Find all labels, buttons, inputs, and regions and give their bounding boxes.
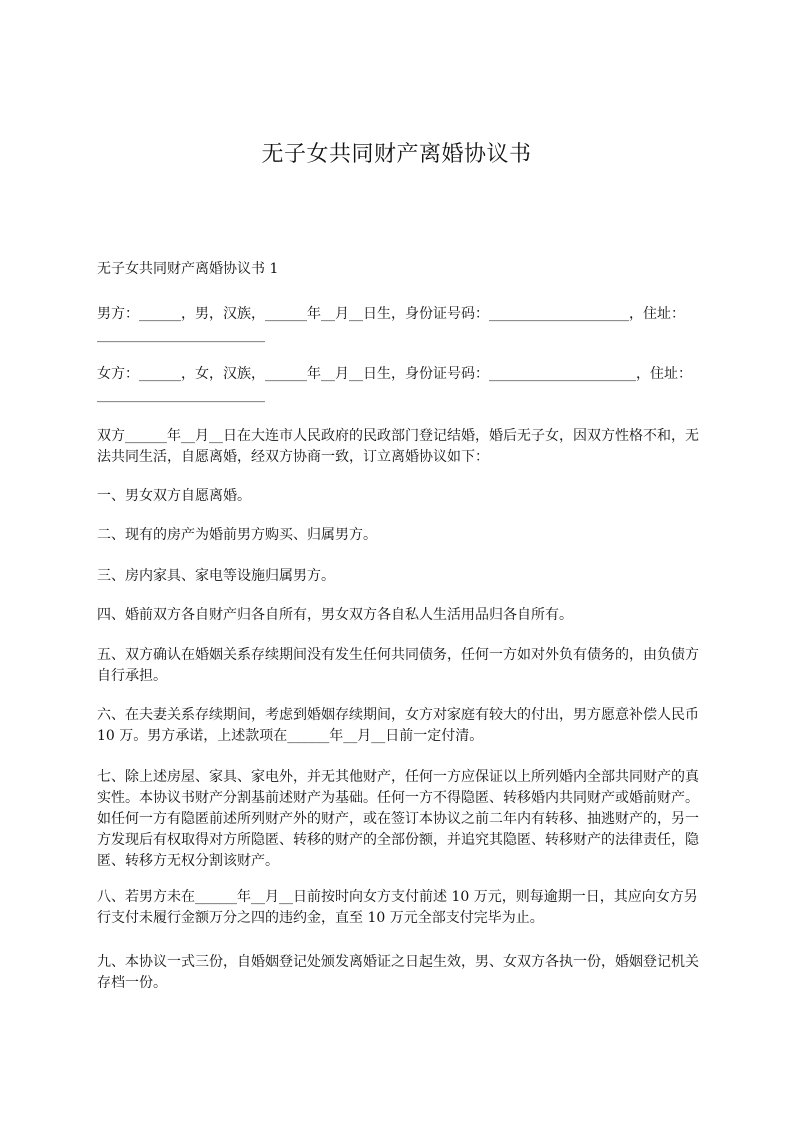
clause-4: 四、婚前双方各自财产归各自所有，男女双方各自私人生活用品归各自所有。 [97,607,573,623]
clause-5: 五、双方确认在婚姻关系存续期间没有发生任何共同债务，任何一方如对外负有债务的，由负债方自行承担。 [97,647,699,684]
document-title: 无子女共同财产离婚协议书 [261,142,532,167]
clause-8: 八、若男方未在______年__月__日前按时向女方支付前述 10 万元，则每逾期一日，其应向女方另行支付未履行金额万分之四的违约金，直至 10 万元全部支付完毕为止。 [97,889,698,926]
clause-1: 一、男女双方自愿离婚。 [97,488,251,504]
clause-3: 三、房内家具、家电等设施归属男方。 [97,568,335,584]
clause-2: 二、现有的房产为婚前男方购买、归属男方。 [97,527,377,543]
document-subtitle: 无子女共同财产离婚协议书 1 [97,261,279,277]
clause-9: 九、本协议一式三份，自婚姻登记处颁发离婚证之日起生效，男、女双方各执一份，婚姻登记机关存档一份。 [97,954,699,991]
paragraph-husband-info: 男方：______，男，汉族，______年__月__日生，身份证号码：____________________，住址：________________________ [97,306,685,343]
clause-6: 六、在夫妻关系存续期间，考虑到婚姻存续期间，女方对家庭有较大的付出，男方愿意补偿人民币 10 万。男方承诺，上述款项在______年__月__日前一定付清。 [97,707,699,744]
paragraph-preamble: 双方______年__月__日在大连市人民政府的民政部门登记结婚，婚后无子女，因双方性格不和，无法共同生活，自愿离婚，经双方协商一致，订立离婚协议如下： [97,428,699,465]
clause-7: 七、除上述房屋、家具、家电外，并无其他财产，任何一方应保证以上所列婚内全部共同财产的真实性。本协议书财产分割基前述财产为基础。任何一方不得隐匿、转移婚内共同财产或婚前财产。如任何一方有隐匿前述所列财产外的财产，或在签订本协议之前二年内有转移、抽逃财产的，另一方发现后有权取得对方所隐匿、转移的财产的全部份额，并追究其隐匿、转移财产的法律责任，隐匿、转移方无权分割该财产。 [97,769,699,869]
paragraph-wife-info: 女方：______，女，汉族，______年__月__日生，身份证号码：_____________________，住址：________________________ [97,366,692,403]
